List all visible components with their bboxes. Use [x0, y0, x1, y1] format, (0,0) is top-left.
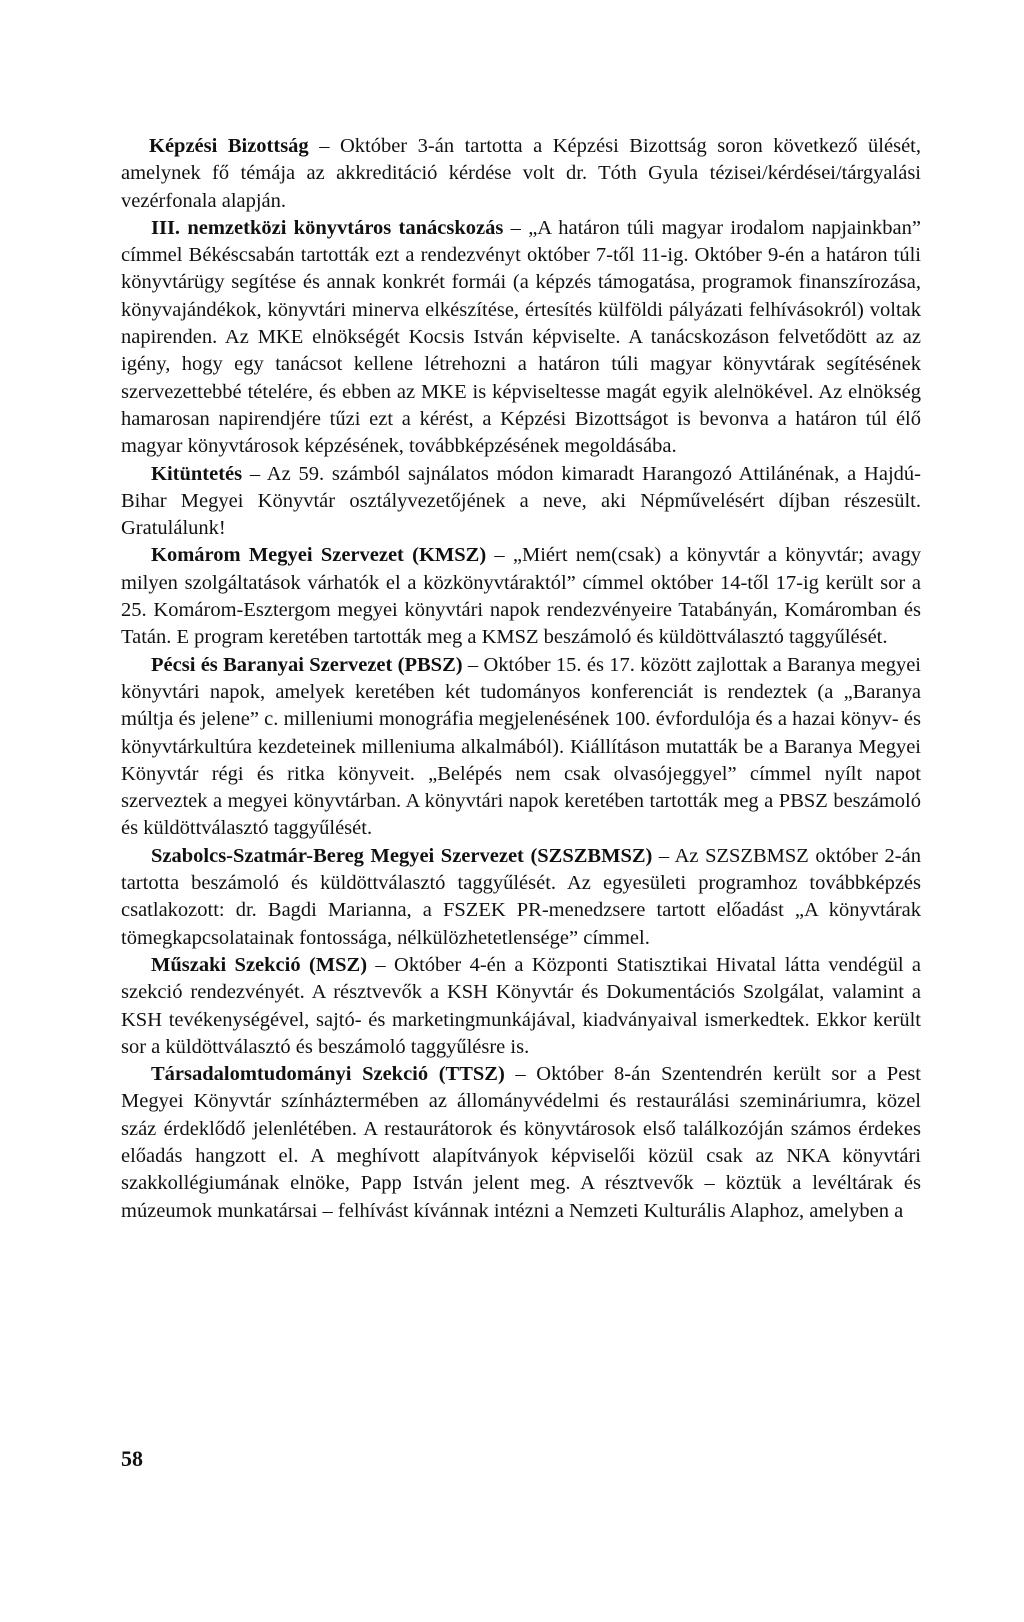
- paragraph-heading: Kitüntetés: [151, 462, 243, 485]
- page-number: 58: [121, 1446, 143, 1471]
- paragraph-heading: Szabolcs-Szatmár-Bereg Megyei Szervezet (SZSZBMSZ): [151, 844, 653, 867]
- paragraph-text: – Október 15. és 17. között zajlottak a Baranya megyei könyvtári napok, amelyek keretében két tudományos konferenciát is rendeztek (a „Baranya múltja és jelene” c. milleniumi monográfia megjelenésének 100. évfordulója és a hazai könyv- és könyvtárkultúra kezdeteinek milleniuma alkalmából). Kiállításon mutatták be a Baranya Megyei Könyvtár régi és ritka könyveit. „Belépés nem csak olvasójeggyel” címmel nyílt napot szerveztek a megyei könyvtárban. A könyvtári napok keretében tartották meg a PBSZ beszámoló és küldöttválasztó taggyűlését.: [121, 653, 921, 840]
- paragraph-kituntetes: [121, 461, 921, 543]
- paragraph-text: – „A határon túli magyar irodalom napjainkban” címmel Békéscsabán tartották ezt a rendezvényt október 7-től 11-ig. Október 9-én a határon túli könyvtárügy segítése és annak konkrét formái (a képzés támogatása, programok finanszírozása, könyvajándékok, könyvtári minerva elkészítése, értesítés külföldi pályázati felhívásokról) voltak napirenden. Az MKE elnökségét Kocsis István képviselte. A tanácskozáson felvetődött az az igény, hogy egy tanácsot kellene létrehozni a határon túli magyar könyvtárak segítésének szervezettebbé tételére, és ebben az MKE is képviseltesse magát egyik alelnökével. Az elnökség hamarosan napirendjére tűzi ezt a kérést, a Képzési Bizottságot is bevonva a határon túl élő magyar könyvtárosok képzésének, továbbképzésének megoldásába.: [121, 216, 921, 458]
- paragraph-ttsz: [121, 1061, 921, 1225]
- paragraph-kmsz: [121, 542, 921, 651]
- paragraph-text: – Október 3-án tartotta a Képzési Bizottság soron következő ülését, amelynek fő témája az akkreditáció kérdése volt dr. Tóth Gyula tézisei/kérdései/tárgyalási vezérfonala alapján.: [121, 135, 921, 212]
- paragraph-heading: Pécsi és Baranyai Szervezet (PBSZ): [151, 653, 463, 676]
- paragraph-heading: Képzési Bizottság: [149, 135, 309, 157]
- paragraph-heading: III. nemzetközi könyvtáros tanácskozás: [151, 216, 504, 239]
- paragraph-pbsz: [121, 652, 921, 843]
- paragraph-szszbmsz: [121, 843, 921, 952]
- page-body: [121, 133, 921, 1225]
- paragraph-kepzesi-bizottsag: [121, 133, 921, 215]
- paragraph-text: – „Miért nem(csak) a könyvtár a könyvtár; avagy milyen szolgáltatások várhatók el a közkönyvtáraktól” címmel október 14-től 17-ig került sor a 25. Komárom-Esztergom megyei könyvtári napok rendezvényeire Tatabányán, Komáromban és Tatán. E program keretében tartották meg a KMSZ beszámoló és küldöttválasztó taggyűlését.: [121, 544, 921, 649]
- paragraph-heading: Műszaki Szekció (MSZ): [151, 953, 368, 976]
- paragraph-msz: [121, 952, 921, 1061]
- paragraph-heading: Komárom Megyei Szervezet (KMSZ): [151, 544, 487, 567]
- paragraph-text: – Az 59. számból sajnálatos módon kimaradt Harangozó Attilánénak, a Hajdú-Bihar Megyei Könyvtár osztályvezetőjének a neve, aki Népművelésért díjban részesült. Gratulálunk!: [121, 462, 921, 540]
- paragraph-text: – Az SZSZBMSZ október 2-án tartotta beszámoló és küldöttválasztó taggyűlését. Az egyesületi programhoz továbbképzés csatlakozott: dr. Bagdi Marianna, a FSZEK PR-menedzsere tartott előadást „A könyvtárak tömegkapcsolatainak fontossága, nélkülözhetetlensége” címmel.: [121, 844, 921, 949]
- paragraph-heading: Társadalomtudományi Szekció (TTSZ): [151, 1063, 505, 1086]
- paragraph-text: – Október 4-én a Központi Statisztikai Hivatal látta vendégül a szekció rendezvényét. A résztvevők a KSH Könyvtár és Dokumentációs Szolgálat, valamint a KSH tevékenységével, sajtó- és marketingmunkájával, kiadványaival ismerkedtek. Ekkor került sor a küldöttválasztó és beszámoló taggyűlésre is.: [121, 953, 921, 1058]
- paragraph-konyvtaros-tanacskozas: [121, 215, 921, 461]
- paragraph-text: – Október 8-án Szentendrén került sor a Pest Megyei Könyvtár színháztermében az állományvédelmi és restaurálási szemináriumra, közel száz érdeklődő jelenlétében. A restaurátorok és könyvtárosok első találkozóján számos érdekes előadás hangzott el. A meghívott alapítványok képviselői közül csak az NKA könyvtári szakkollégiumának elnöke, Papp István jelent meg. A résztvevők – köztük a levéltárak és múzeumok munkatársai – felhívást kívánnak intézni a Nemzeti Kulturális Alaphoz, amelyben a: [121, 1063, 921, 1222]
